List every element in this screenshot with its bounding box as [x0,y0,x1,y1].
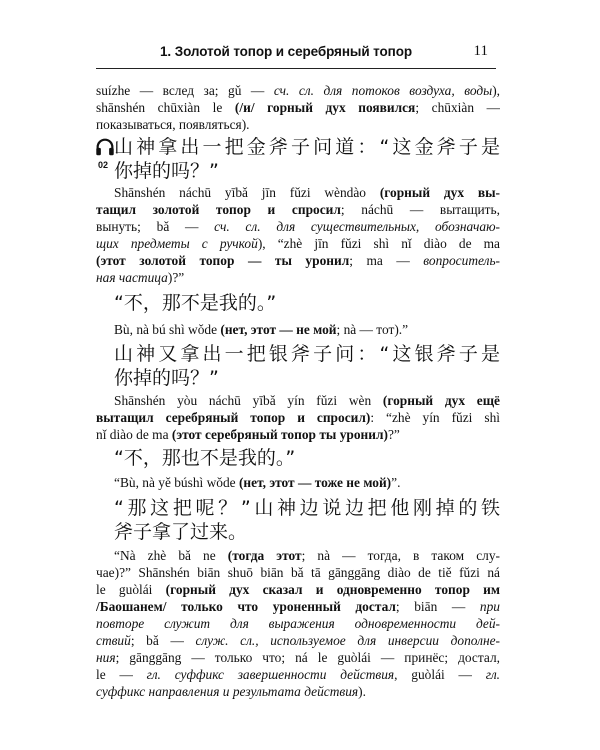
text-line: 山神又拿出一把银斧子问：“这银斧子是 [114,343,500,365]
translation-3 [96,321,500,338]
text-line: “Bù, nà yě búshì wǒde (нет, этот — тоже не мой)”. [114,475,401,490]
text-line: суффикс направления и результата действия). [96,684,366,699]
text-line: вынуть; bǎ — сч. сл. для существительных, обозначаю- [96,219,500,234]
page-header [96,40,496,66]
text-line: le guòlái (горный дух сказал и одновременно топор им [96,582,500,597]
text-line: повторе служит для выражения одновременности дей- [96,616,500,631]
headphones-icon[interactable] [94,136,116,158]
text-line: 斧子拿了过来。 [114,521,248,543]
text-line: “Nà zhè bǎ ne (тогда этот; nà — тогда, в таком слу- [114,548,500,563]
text-line: ствий; bǎ — служ. сл., используемое для инверсии дополне- [96,633,500,648]
text-line: Shānshén yòu náchū yībǎ yín fǔzi wèn (горный дух ещё [114,393,500,408]
chinese-sentence-3 [114,342,500,390]
text-line: 山神拿出一把金斧子问道：“这金斧子是 [114,136,500,158]
vocab-note-1 [96,82,500,133]
chinese-sentence-1 [114,135,500,183]
header-rule [96,68,496,69]
text-line: ная частица)?” [96,270,185,285]
translation-6 [96,547,500,700]
translation-2 [96,184,500,286]
text-line: чае)?” Shānshén biān shuō biān bǎ tā gānggāng diào de tiě fǔzi ná [96,565,500,580]
text-line: “不，那不是我的。” [114,292,277,314]
text-line: 你掉的吗？” [114,367,219,389]
text-line: “那这把呢？”山神边说边把他刚掉的铁 [114,497,500,519]
text-line: 你掉的吗？” [114,160,219,182]
audio-track-number: 02 [98,160,109,170]
text-line: ния; gānggāng — только что; ná le guòlái — принёс; достал, [96,650,500,665]
text-line: (этот золотой топор — ты уронил; ma — вопроситель- [96,253,500,268]
text-line: shānshén chūxiàn le (/и/ горный дух появился; chūxiàn — [96,100,500,115]
running-title: 1. Золотой топор и серебряный топор [160,44,412,59]
chinese-sentence-2 [114,291,500,315]
chinese-sentence-4 [114,446,500,470]
translation-5 [96,474,500,491]
text-line: Bù, nà bú shì wǒde (нет, этот — не мой; nà — тот).” [114,322,409,337]
chinese-sentence-5 [114,496,500,544]
text-line: “不，那也不是我的。” [114,447,296,469]
page-number: 11 [473,43,488,59]
text-line: щих предметы с ручкой), “zhè jīn fǔzi shì nǐ diào de ma [96,236,500,251]
text-line: Shānshén náchū yībǎ jīn fǔzi wèndào (горный дух вы- [114,185,500,200]
text-line: nǐ diào de ma (этот серебряный топор ты уронил)?” [96,427,400,442]
text-line: le — гл. суффикс завершенности действия, guòlái — гл. [96,667,500,682]
text-line: suízhe — вслед за; gǔ — сч. сл. для потоков воздуха, воды), [96,83,500,98]
text-line: показываться, появляться). [96,117,250,132]
text-line: /Баошанем/ только что уроненный достал; biān — при [96,599,500,614]
text-line: тащил золотой топор и спросил; náchū — вытащить, [96,202,500,217]
text-line: вытащил серебряный топор и спросил): “zhè yín fǔzi shì [96,410,500,425]
translation-4 [96,392,500,443]
